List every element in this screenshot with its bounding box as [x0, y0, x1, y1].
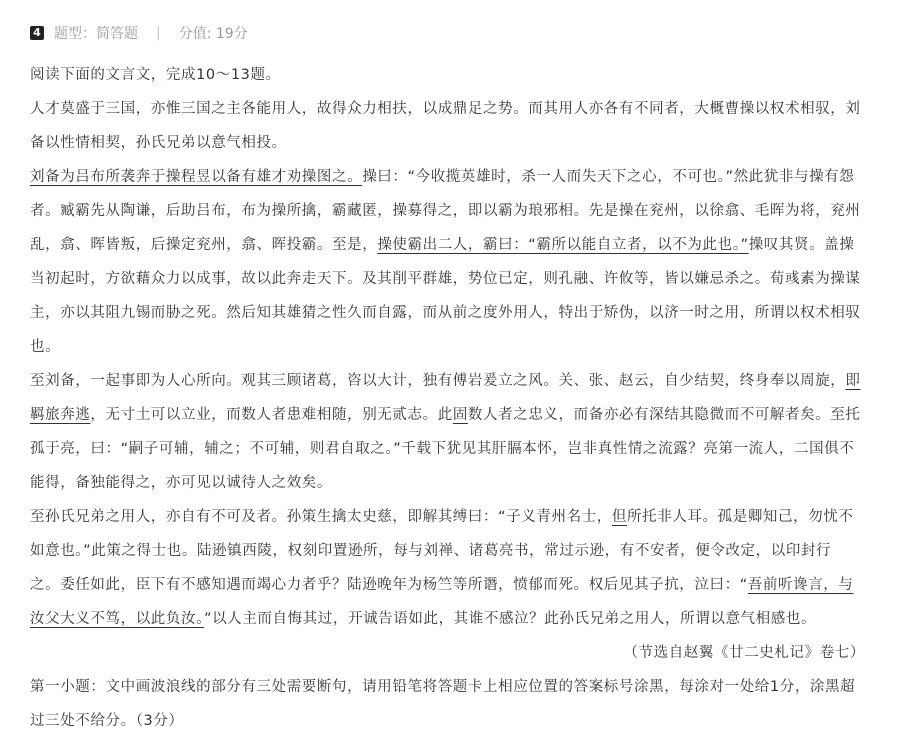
passage-text: 操曰：“今收揽英雄时，杀一人而失天下之心，不可也。”然此犹非与操有怨者。臧霸先从陶谦，后助吕布，布为操所擒，霸藏匿，操募得之，即以霸为琅邪相。先是操在兖州，以徐翕、毛晖为将，兖州乱，翕、晖皆叛，后操定兖州，翕、晖投霸。至是， [30, 169, 861, 253]
marked-phrase: 即羁旅奔逃 [30, 373, 861, 423]
passage-text: 操叹其贤。盖操当初起时，方欲藉众力以成事，故以此奔走天下。及其削平群雄，势位已定，则孔融、许攸等，皆以嫌忌杀之。荀彧素为操谋主，亦以其阻九锡而胁之死。然后知其雄猜之性久而自露，而从前之度外用人，特出于矫伪，以济一时之用，所谓以权术相驭也。 [30, 237, 861, 355]
passage-text: 至刘备，一起事即为人心所向。观其三顾诸葛，咨以大计，独有傅岩爰立之风。关、张、赵云，自少结契，终身奉以周旋， [30, 373, 846, 389]
passage-paragraph-1: 人才莫盛于三国，亦惟三国之主各能用人，故得众力相扶，以成鼎足之势。而其用人亦各有不同者，大概曹操以权术相驭，刘备以性情相契，孙氏兄弟以意气相投。 [30, 101, 861, 151]
wavy-line-segment-1: 刘备为吕布所袭奔于操程昱以备有雄才劝操图之。 [30, 169, 363, 185]
header-separator: | [156, 25, 161, 41]
passage-text: 所托非人耳。孤是卿知己，勿忧不如意也。”此策之得士也。陆逊镇西陵，权刻印置逊所，每与刘禅、诸葛亮书，常过示逊，有不安者，便令改定，以印封行之。委任如此，臣下有不感知遇而竭心力者乎？陆逊晚年为杨竺等所谮，愤郁而死。权后见其子抗，泣曰：“ [30, 509, 854, 593]
passage-paragraph-4 [30, 500, 861, 636]
passage [30, 58, 865, 738]
marked-word: 固 [452, 407, 468, 423]
marked-word: 但 [611, 509, 628, 525]
question-score-label: 分值: 19分 [178, 26, 248, 42]
passage-text: 数人者之忠义，而备亦必有深结其隐微而不可解者矣。至托孤于亮，曰：“嗣子可辅，辅之；不可辅，则君自取之。”千载下犹见其肝膈本怀，岂非真性情之流露？亮第一流人，二国俱不能得，备独能得之，亦可见以诚待人之效矣。 [30, 407, 861, 491]
subquestion-1: 第一小题：文中画波浪线的部分有三处需要断句，请用铅笔将答题卡上相应位置的答案标号涂黑，每涂对一处给1分，涂黑超过三处不给分。（3分） [30, 679, 856, 729]
underlined-sentence-1: 操使霸出二人，霸曰：“霸所以能自立者，以不为此也。” [377, 237, 749, 253]
passage-text: ，无寸土可以立业，而数人者患难相随，别无贰志。此 [90, 407, 453, 423]
passage-paragraph-3 [30, 364, 861, 500]
passage-text: ”以人主而自悔其过，开诚告语如此，其谁不感泣？此孙氏兄弟之用人，所谓以意气相感也。 [203, 611, 817, 627]
passage-paragraph-2 [30, 160, 861, 364]
passage-source: （节选自赵翼《廿二史札记》卷七） [623, 645, 865, 661]
question-number-badge: 4 [30, 26, 44, 40]
question-type-label: 题型：简答题 [54, 26, 138, 42]
passage-intro: 阅读下面的文言文，完成10～13题。 [30, 67, 281, 83]
passage-text: 至孙氏兄弟之用人，亦自有不可及者。孙策生擒太史慈，即解其缚曰：“子义青州名士， [30, 509, 612, 525]
underlined-sentence-2: 吾前听谗言，与汝父大义不笃，以此负汝。 [30, 577, 854, 627]
question-header [30, 20, 861, 46]
